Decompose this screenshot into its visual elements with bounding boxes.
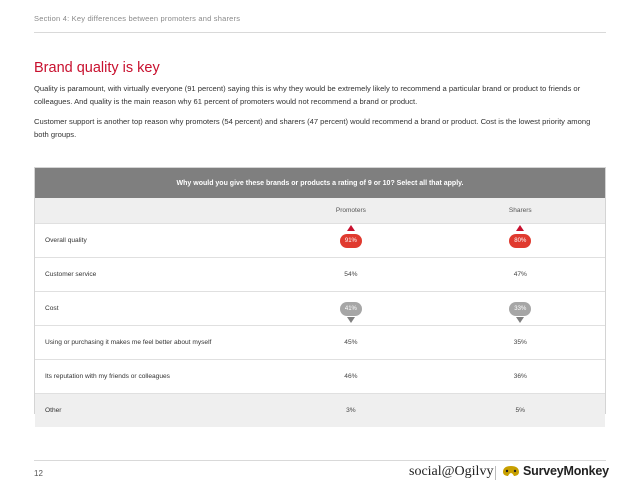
promoters-value: 54% [344, 271, 358, 278]
up-arrow-icon [516, 225, 524, 231]
sharers-value: 36% [513, 373, 527, 380]
row-label: Overall quality [45, 237, 87, 244]
sharers-value: 5% [515, 407, 526, 414]
top-divider [34, 32, 606, 33]
low-value-badge: 41% [340, 302, 362, 316]
table-question: Why would you give these brands or products a rating of 9 or 10? Select all that apply. [35, 168, 605, 198]
ogilvy-logo: social@Ogilvy [409, 464, 494, 479]
page-title: Brand quality is key [34, 60, 160, 76]
down-arrow-icon [347, 317, 355, 323]
promoters-cell [266, 224, 435, 257]
down-arrow-icon [516, 317, 524, 323]
promoters-cell [266, 258, 435, 291]
sharers-cell [436, 258, 605, 291]
sharers-value: 47% [513, 271, 527, 278]
row-label: Other [45, 407, 62, 414]
high-value-badge: 80% [509, 234, 531, 248]
page-number: 12 [34, 469, 43, 478]
column-header-promoters: Promoters [335, 207, 366, 214]
row-label: Cost [45, 305, 59, 312]
promoters-value: 3% [346, 407, 356, 414]
table-row [35, 223, 605, 257]
column-header-sharers: Sharers [508, 207, 532, 214]
low-value-badge: 33% [509, 302, 531, 316]
logo-divider [495, 466, 496, 480]
high-value-badge: 91% [340, 234, 362, 248]
section-label: Section 4: Key differences between promoters and sharers [34, 14, 241, 23]
table-row [35, 393, 605, 427]
promoters-cell [266, 292, 435, 325]
row-label: Customer service [45, 271, 97, 278]
table-row [35, 359, 605, 393]
table-row [35, 291, 605, 325]
sharers-cell [436, 394, 605, 427]
up-arrow-icon [347, 225, 355, 231]
promoters-cell [266, 326, 435, 359]
promoters-cell [266, 360, 435, 393]
bottom-divider [34, 460, 606, 461]
sharers-value: 35% [513, 339, 527, 346]
table-row [35, 257, 605, 291]
sharers-cell [436, 326, 605, 359]
surveymonkey-icon [502, 464, 520, 478]
table-row [35, 325, 605, 359]
table-column-headers [35, 198, 605, 223]
promoters-value: 45% [344, 339, 358, 346]
sharers-cell [436, 224, 605, 257]
survey-table [34, 167, 606, 414]
promoters-cell [266, 394, 435, 427]
surveymonkey-wordmark: SurveyMonkey [523, 464, 609, 478]
intro-paragraph: Quality is paramount, with virtually everyone (91 percent) saying this is why they would be extremely likely to recommend a particular brand or product to friends or colleagues. And quality is the main reason why 61 percent of promoters would not recommend a brand or product. [34, 84, 581, 106]
support-paragraph: Customer support is another top reason why promoters (54 percent) and sharers (47 percent) would recommend a brand or product. Cost is the lowest priority among both groups. [34, 117, 591, 139]
surveymonkey-logo [502, 464, 609, 478]
row-label: Using or purchasing it makes me feel better about myself [45, 339, 212, 346]
sharers-cell [436, 292, 605, 325]
row-label: Its reputation with my friends or colleagues [45, 373, 170, 380]
sharers-cell [436, 360, 605, 393]
promoters-value: 46% [344, 373, 358, 380]
